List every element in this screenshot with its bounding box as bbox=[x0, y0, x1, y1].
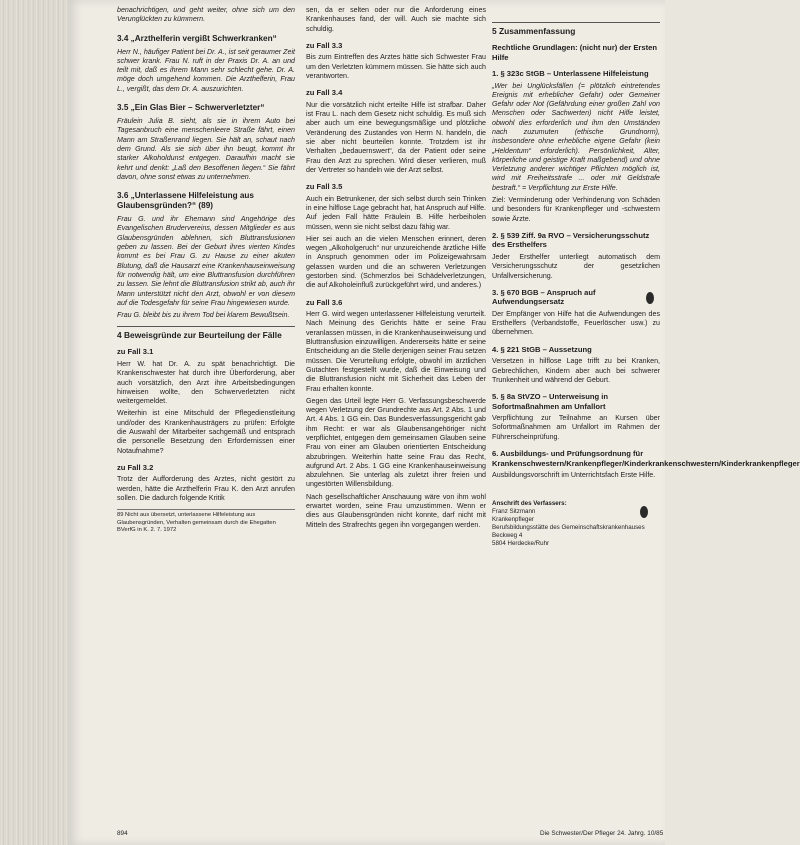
law-5-heading: 5. § 8a StVZO – Unterweisung in Sofortmaßnahmen am Unfallort bbox=[492, 392, 609, 411]
page-number: 894 bbox=[117, 830, 128, 837]
case-3-5-text-2: Hier sei auch an die vielen Menschen erinnert, deren wegen „Alkoholgeruch“ nur unzureichende ärztliche Hilfe in Anspruch genommen oder im Polizeigewahrsam gelassen wurden und die an schweren Verletzungen gestorben sind. (Schmerzlos bei Schädelverletzungen, die auf Alkoholeinfluß zurückgeführt wird, und anderes.) bbox=[306, 234, 486, 290]
address-line: 5804 Herdecke/Ruhr bbox=[492, 540, 550, 548]
law-1-heading: 1. § 323c StGB – Unterlassene Hilfeleistung bbox=[492, 69, 649, 78]
section-3-5-text: Fräulein Julia B. sieht, als sie in ihrem Auto bei Tagesanbruch eine menschenleere Straße fährt, einen Mann am Straßenrand liegen. Sie hält an, schaut nach dem Grund. Als sie sich über ihn beugt, kommt ihr starker Alkoholdunst entgegen. Daraufhin macht sie kehrt und denkt: „Laß den Besoffenen liegen.“ Sie fährt davon, ohne sonst etwas zu unternehmen. bbox=[117, 117, 295, 181]
case-3-3-heading: zu Fall 3.3 bbox=[306, 40, 343, 50]
column-right bbox=[492, 14, 800, 548]
law-6-text: Ausbildungsvorschrift im Unterrichtsfach Erste Hilfe. bbox=[492, 471, 656, 480]
address-heading: Anschrift des Verfassers: bbox=[492, 500, 567, 508]
book-edge bbox=[0, 0, 68, 845]
case-3-2-heading: zu Fall 3.2 bbox=[117, 462, 154, 472]
case-3-1-heading: zu Fall 3.1 bbox=[117, 347, 154, 357]
address-line: Beckweg 4 bbox=[492, 532, 523, 540]
law-5-text: Verpflichtung zur Teilnahme an Kursen über Sofortmaßnahmen am Unfallort im Rahmen der Führerscheinprüfung. bbox=[492, 414, 660, 441]
law-4-text: Versetzen in hilflose Lage trifft zu bei Kranken, Gebrechlichen, Kindern aber auch bei schwerer Trunkenheit und während der Geburt. bbox=[492, 357, 660, 384]
section-5-heading: 5 Zusammenfassung bbox=[492, 22, 660, 36]
column-left bbox=[117, 6, 295, 535]
journal-footer: Die Schwester/Der Pfleger 24. Jahrg. 10/85 bbox=[540, 830, 664, 837]
case-3-2-text: Trotz der Aufforderung des Arztes, nicht gestört zu werden, hätte die Arzthelferin Frau K. den Arzt anrufen sollen. Die dadurch folgende Kritik bbox=[117, 475, 295, 502]
column-middle bbox=[306, 6, 486, 533]
case-3-5-text: Auch ein Betrunkener, der sich selbst durch sein Trinken in eine hilflose Lage gebracht hat, hat Anspruch auf Hilfe. Auf jeden Fall hätte Fräulein B. Hilfe herbeiholen müssen, wenn sie nicht selbst dazu fähig war. bbox=[306, 194, 486, 231]
case-3-6-text-2: Gegen das Urteil legte Herr G. Verfassungsbeschwerde wegen Verletzung der Grundrechte aus Art. 2 Abs. 1 und Art. 4 Abs. 1 GG ein. Das Bundesverfassungsgericht gab ihm Recht: er war als Glaubensangehöriger nicht verpflichtet, entgegen dem gemeinsamen Glauben seine Frau von einer am Glauben orientierten Entscheidung abzubringen. Weiterhin hatte seine Frau das Recht, aufgrund Art. 2 Abs. 1 GG eine Krankenhauseinweisung abzulehnen. Sie unterlag als zuletzt ihrer freien und ungestörten Willensbildung. bbox=[306, 396, 486, 489]
intro-text: benachrichtigen, und geht weiter, ohne sich um den Verunglückten zu kümmern. bbox=[117, 6, 295, 24]
case-3-4-heading: zu Fall 3.4 bbox=[306, 88, 343, 98]
law-1-text: „Wer bei Unglücksfällen (= plötzlich eintretendes Ereignis mit erheblicher Gefahr) oder Gemeiner Gefahr oder Not (Gefährdung einer großen Zahl von Menschen oder Sachwerten) nicht Hilfe leistet, obwohl dies erforderlich und ihm den Umständen nach zuzumuten (ethische Grundnorm), insbesondere ohne erhebliche eigene Gefahr (kein „Heldentum“ erforderlich). Persönlichkeit, Alter, körperliche und geistige Kraft maßgebend) und ohne Verletzung anderer wichtiger Pflichten möglich ist, wird mit Freiheitsstrafe ... oder mit Geldstrafe bestraft.“ = Verpflichtung zur Erste Hilfe. bbox=[492, 81, 660, 192]
section-3-4-text: Herr N., häufiger Patient bei Dr. A., ist seit geraumer Zeit schwer krank. Frau N. ruft in der Praxis Dr. A. an und teilt mit, daß es ihrem Mann sehr schlecht gehe. Dr. A. möge doch umgehend kommen. Die Arzthelferin, Frau L., vergißt, das dem Dr. A. auszurichten. bbox=[117, 47, 295, 93]
case-3-5-heading: zu Fall 3.5 bbox=[306, 182, 343, 192]
section-3-4-heading: 3.4 „Arzthelferin vergißt Schwerkranken“ bbox=[117, 33, 277, 43]
case-3-3-text: Bis zum Eintreffen des Arztes hätte sich Schwester Frau um den Verletzten kümmern müssen. Sie hätte sich auch verantworten. bbox=[306, 53, 486, 80]
section-3-6-text-2: Frau G. bleibt bis zu ihrem Tod bei klarem Bewußtsein. bbox=[117, 311, 290, 320]
footnote: 89 Nicht aus übersetzt, unterlassene Hilfeleistung aus Glaubensgründen, Verhalten gemeinsam durch die Ehegatten BVerfG in K. 2. 7. 1972 bbox=[117, 509, 295, 534]
law-3-text: Der Empfänger von Hilfe hat die Aufwendungen des Ersthelfers (Verbandstoffe, Feuerlöscher usw.) zu übernehmen. bbox=[492, 309, 660, 337]
law-2-heading: 2. § 539 Ziff. 9a RVO – Versicherungsschutz des Ersthelfers bbox=[492, 230, 650, 250]
case-3-1-text-2: Weiterhin ist eine Mitschuld der Pflegedienstleitung und/oder des Krankenhausträgers zu prüfen: Erfolgte die Auswahl der Mitarbeiter sachgemäß und entsprach die personelle Besetzung den Erfordernissen einer Notaufnahme? bbox=[117, 409, 295, 455]
law-3-heading: 3. § 670 BGB – Anspruch auf Aufwendungsersatz bbox=[492, 287, 596, 307]
author-name: Franz Sitzmann bbox=[492, 508, 536, 516]
case-3-6-heading: zu Fall 3.6 bbox=[306, 297, 343, 307]
law-6-heading: 6. Ausbildungs- und Prüfungsordnung für Krankenschwestern/Krankenpfleger/Kinderkrankenschwestern/Kinderkrankenpfleger bbox=[492, 449, 800, 468]
section-5-subheading: Rechtliche Grundlagen: (nicht nur) der Ersten Hilfe bbox=[492, 43, 657, 62]
section-3-6-text: Frau G. und ihr Ehemann sind Angehörige des Evangelischen Brudervereins, dessen Mitglieder es aus Glaubensgründen ablehnen, sich Bluttransfusionen geben zu lassen. Bei der Geburt ihres vierten Kindes kommt es bei Frau G. zu Hause zu einer akuten Blutung, daß die Hausarzt eine Krankenhauseinweisung für notwendig hält, um eine Bluttransfusion durchführen zu lassen. Sie lehnt die Bluttransfusion strikt ab, auch ihr Mann unterstützt nicht den Arzt, obwohl er von diesem auf die Todesgefahr für seine Frau hingewiesen wurde. bbox=[117, 215, 295, 307]
law-4-heading: 4. § 221 StGB – Aussetzung bbox=[492, 344, 592, 354]
case-3-1-text: Herr W. hat Dr. A. zu spät benachrichtigt. Die Krankenschwester hat durch ihre Überforderung, aber auch vorsätzlich, den Arzt ihre Arbeitsbedingungen hinweisen wollte, den Schwerverletzten nicht weitergemeldet. bbox=[117, 359, 295, 406]
law-2-text: Jeder Ersthelfer unterliegt automatisch dem Versicherungsschutz der gesetzlichen Unfallversicherung. bbox=[492, 252, 660, 280]
section-3-6-heading: 3.6 „Unterlassene Hilfeleistung aus Glaubensgründen?“ (89) bbox=[117, 191, 254, 211]
continued-text: sen, da er selten oder nur die Anforderung eines Krankenhauses fand, der will. Auch sie machte sich schuldig. bbox=[306, 6, 486, 33]
author-address bbox=[492, 500, 660, 548]
case-3-6-text: Herr G. wird wegen unterlassener Hilfeleistung verurteilt. Nach Meinung des Gerichts hätte er seine Frau veranlassen müssen, in die Krankenhauseinweisung und Bluttransfusion einzuwilligen. Andererseits hätte er seine Entscheidung an die Stelle derjenigen seiner Frau setzen müssen. Die Verurteilung erfolgte, obwohl im ärztlichen Gutachten festgestellt wurde, daß die Einweisung und die Bluttransfusion nicht mit Sicherheit das Leben der Frau erhalten konnte. bbox=[306, 310, 486, 393]
address-line: Berufsbildungsstätte des Gemeinschaftskrankenhauses bbox=[492, 524, 645, 532]
case-3-6-text-3: Nach gesellschaftlicher Anschauung wäre von ihm wohl erwartet worden, seine Frau umzustimmen. Wenn er dies aus Glaubensgründen nicht konnte, darf nicht mit Mitteln des Strafrechts gegen ihn vorgegangen werden. bbox=[306, 492, 486, 529]
case-3-4-text: Nur die vorsätzlich nicht erteilte Hilfe ist strafbar. Daher ist Frau L. nach dem Gesetz nicht schuldig. Es muß sich aber auch um eine bewegungsmäßige und plötzliche Veränderung des Zustandes von Herrn N. handeln, die sie aber nicht beurteilen konnte. Trotzdem ist ihr Verhalten „bedauernswert“, da der Patient oder seine Frau den Arzt zu sprechen. Wird dieser verlieren, muß der Vertreter so handeln wie der Arzt selbst. bbox=[306, 100, 486, 174]
author-role: Krankenpfleger bbox=[492, 516, 534, 524]
law-1-text-2: Ziel: Verminderung oder Verhinderung von Schäden und besonders für Krankenpfleger und -schwestern sowie Ärzte. bbox=[492, 196, 660, 223]
section-3-5-heading: 3.5 „Ein Glas Bier – Schwerverletzter“ bbox=[117, 103, 265, 113]
section-4-heading: 4 Beweisgründe zur Beurteilung der Fälle bbox=[117, 326, 295, 340]
